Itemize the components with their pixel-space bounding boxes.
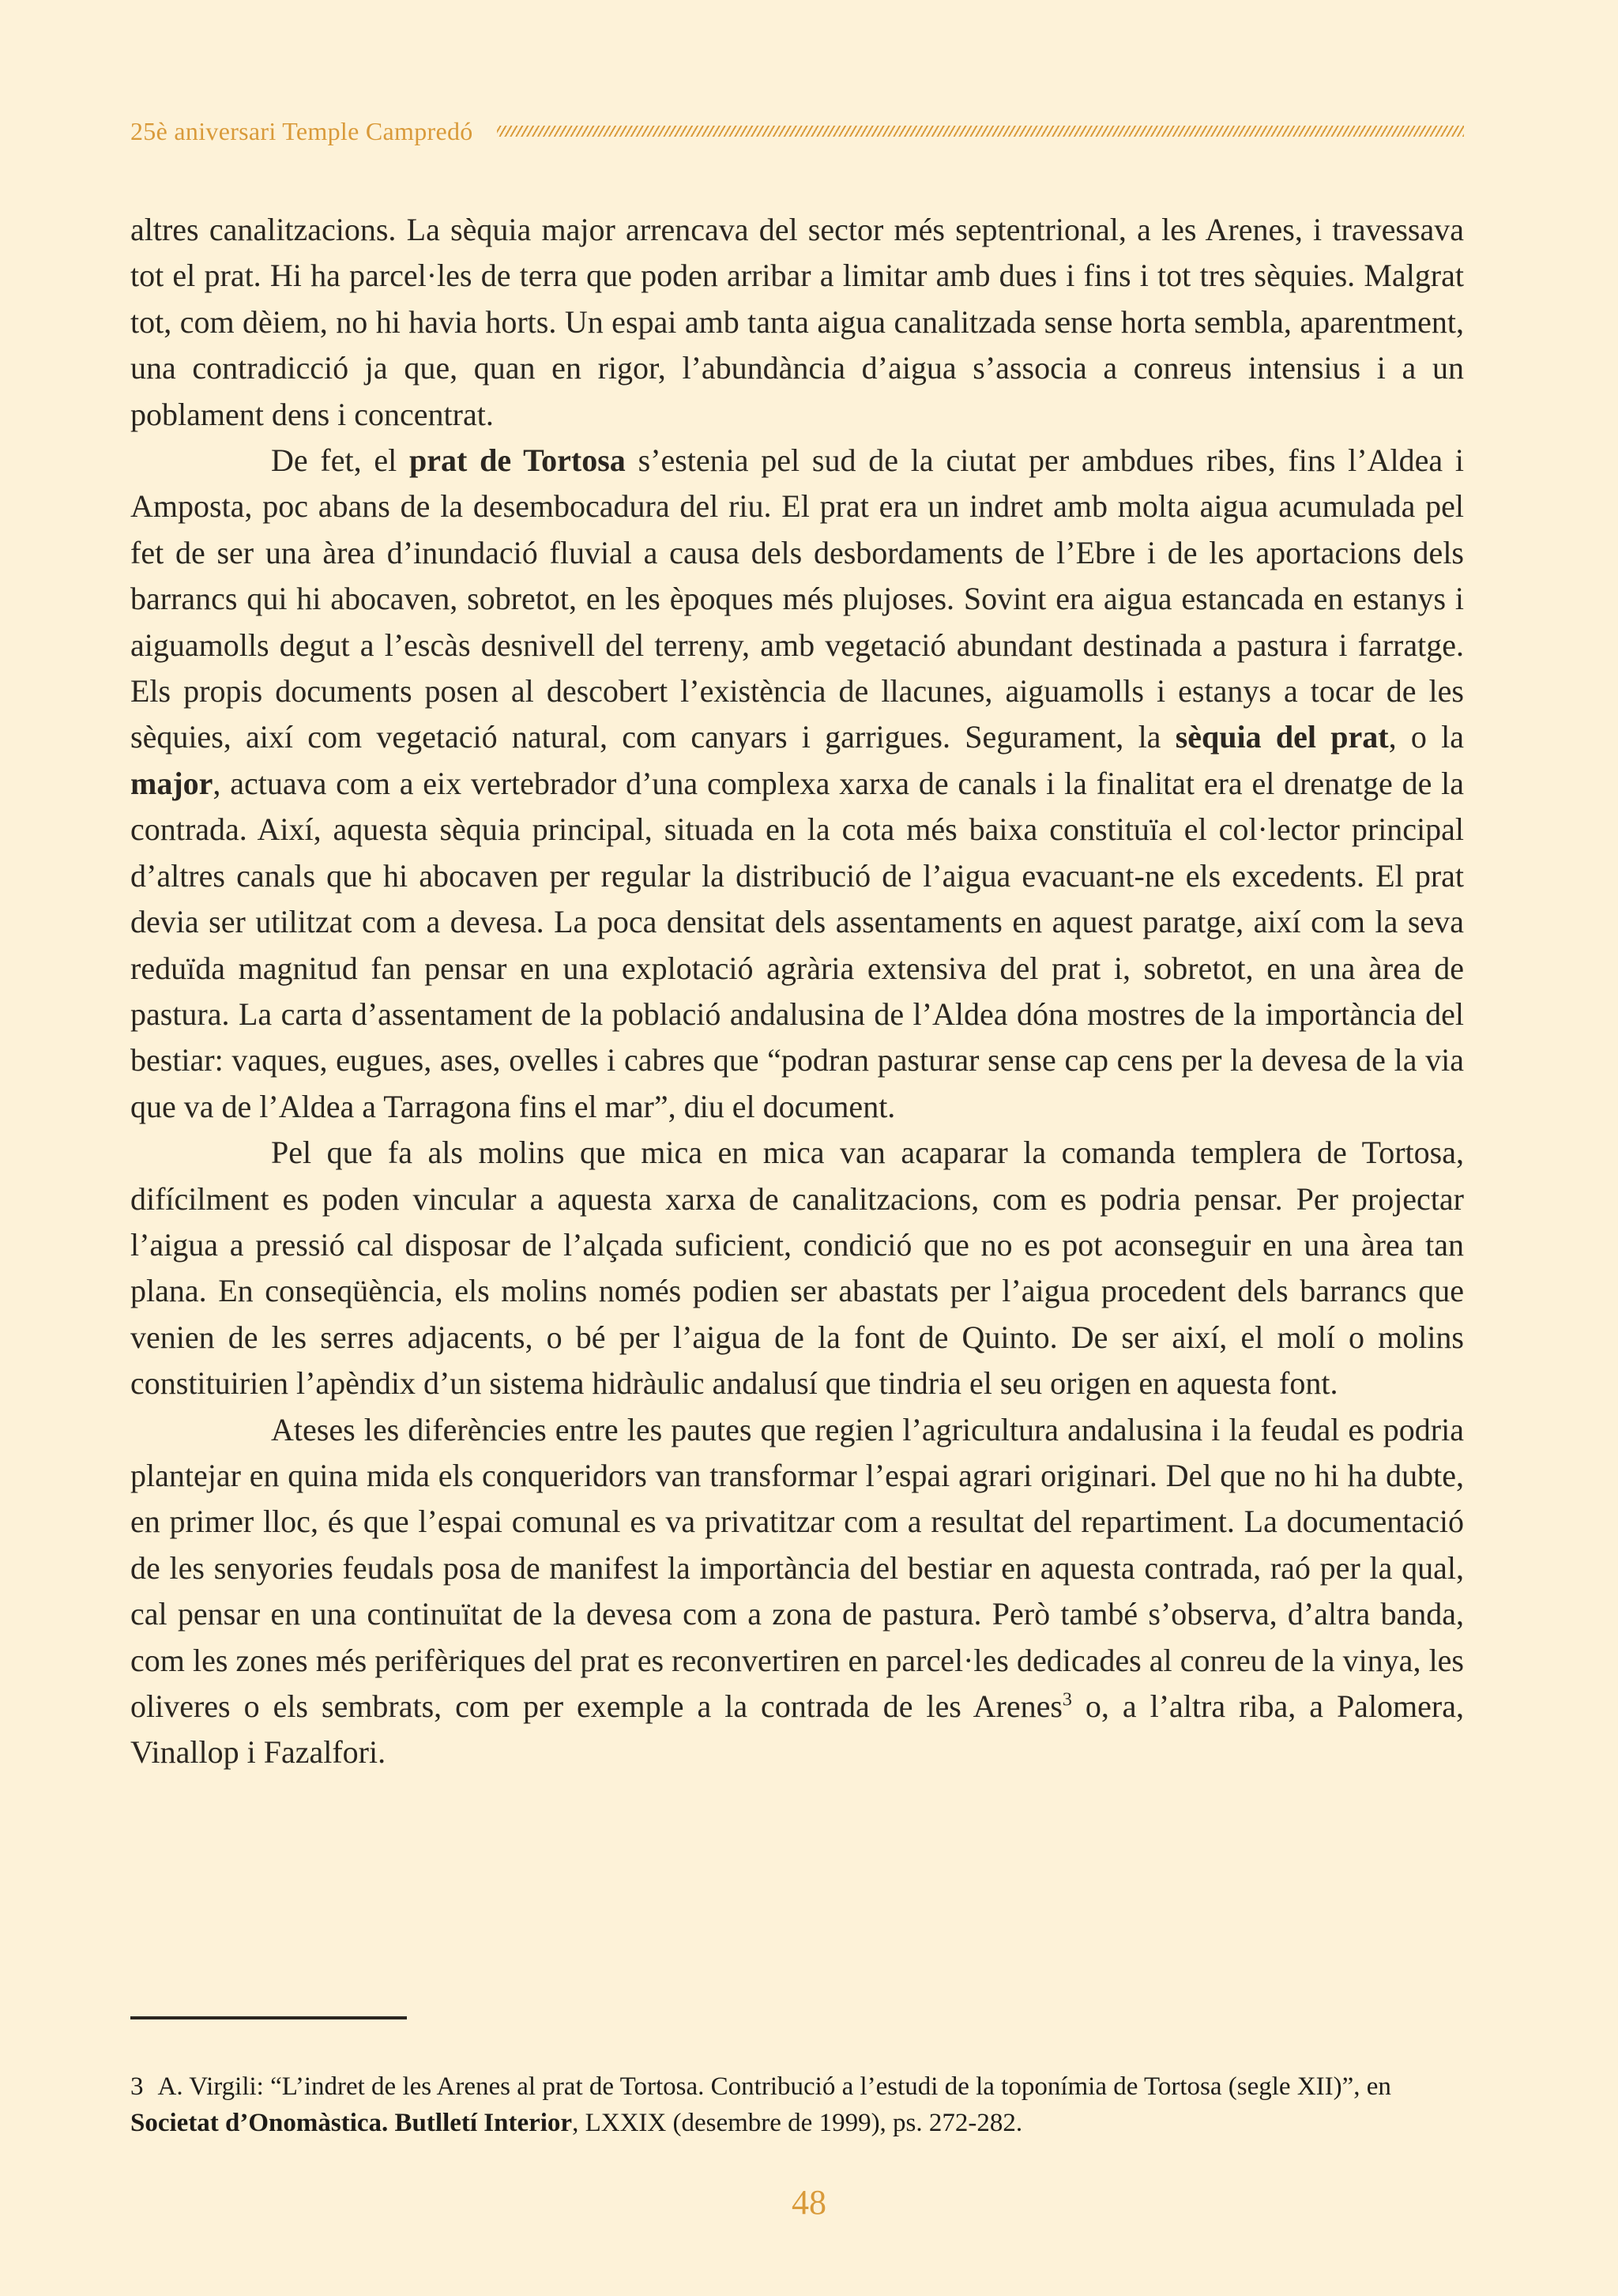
footnote-separator bbox=[130, 2016, 407, 2019]
paragraph-2-text-a: De fet, el bbox=[271, 442, 410, 479]
running-header bbox=[130, 115, 1464, 147]
footnote-reference[interactable]: 3 bbox=[1062, 1689, 1072, 1711]
footnote-number: 3 bbox=[130, 2072, 144, 2101]
footnote bbox=[130, 2068, 1464, 2141]
footnote-text-b: , LXXIX (desembre de 1999), ps. 272-282. bbox=[572, 2109, 1023, 2137]
paragraph-4 bbox=[130, 1407, 1464, 1776]
paragraph-2-text-e: , o la bbox=[1388, 719, 1464, 755]
bold-prat-de-tortosa: prat de Tortosa bbox=[409, 442, 626, 479]
paragraph-4-text-b: o, a l’altra riba, a Palomera, Vinallop i Fazalfori. bbox=[130, 1688, 1464, 1771]
header-hatched-rule bbox=[497, 126, 1464, 137]
paragraph-4-text-a: Ateses les diferències entre les pautes que regien l’agricultura andalusina i la feudal es podria plantejar en quina mida els conqueridors van transformar l’espai agrari originari. Del que no hi ha dubte, en primer lloc, és que l’espai comunal es va privatitzar com a resultat del repartiment. La documentació de les senyories feudals posa de manifest la importància del bestiar en aquesta contrada, raó per la qual, cal pensar en una continuïtat de la devesa com a zona de pastura. Però també s’observa, d’altra banda, com les zones més perifèriques del prat es reconvertiren en parcel·les dedicades al conreu de la vinya, les oliveres o els sembrats, com per exemple a la contrada de les Arenes bbox=[130, 1411, 1464, 1724]
paragraph-2 bbox=[130, 438, 1464, 1130]
paragraph-2-text-g: , actuava com a eix vertebrador d’una complexa xarxa de canals i la finalitat era el drenatge de la contrada. Així, aquesta sèquia principal, situada en la cota més baixa constituïa el col·lector principal d’altres canals que hi abocaven per regular la distribució de l’aigua evacuant-ne els excedents. El prat devia ser utilitzat com a devesa. La poca densitat dels assentaments en aquest paratge, així com la seva reduïda magnitud fan pensar en una explotació agrària extensiva del prat i, sobretot, en una àrea de pastura. La carta d’assentament de la població andalusina de l’Aldea dóna mostres de la importància del bestiar: vaques, eugues, ases, ovelles i cabres que “podran pasturar sense cap cens per la devesa de la via que va de l’Aldea a Tarragona fins el mar”, diu el document. bbox=[130, 765, 1464, 1124]
paragraph-2-text-c: s’estenia pel sud de la ciutat per ambdues ribes, fins l’Aldea i Amposta, poc abans de la desembocadura del riu. El prat era un indret amb molta aigua acumulada pel fet de ser una àrea d’inundació fluvial a causa dels desbordaments de l’Ebre i de les aportacions dels barrancs qui hi abocaven, sobretot, en les èpoques més plujoses. Sovint era aigua estancada en estanys i aiguamolls degut a l’escàs desnivell del terreny, amb vegetació abundant destinada a pastura i farratge. Els propis documents posen al descobert l’existència de llacunes, aiguamolls i estanys a tocar de les sèquies, així com vegetació natural, com canyars i garrigues. Segurament, la bbox=[130, 442, 1464, 755]
bold-major: major bbox=[130, 765, 213, 801]
header-title: 25è aniversari Temple Campredó bbox=[130, 116, 473, 145]
paragraph-3: Pel que fa als molins que mica en mica van acaparar la comanda templera de Tortosa, difícilment es poden vincular a aquesta xarxa de canalitzacions, com es podria pensar. Per projectar l’aigua a pressió cal disposar de l’alçada suficient, condició que no es pot aconseguir en una àrea tan plana. En conseqüència, els molins només podien ser abastats per l’aigua procedent dels barrancs que venien de les serres adjacents, o bé per l’aigua de la font de Quinto. De ser així, el molí o molins constituirien l’apèndix d’un sistema hidràulic andalusí que tindria el seu origen en aquesta font. bbox=[130, 1135, 1464, 1402]
footnote-bold-publication: Societat d’Onomàstica. Butlletí Interior bbox=[130, 2109, 573, 2137]
page-number: 48 bbox=[792, 2183, 826, 2222]
paragraph-1: altres canalitzacions. La sèquia major arrencava del sector més septentrional, a les Arenes, i travessava tot el prat. Hi ha parcel·les de terra que poden arribar a limitar amb dues i fins i tot tres sèquies. Malgrat tot, com dèiem, no hi havia horts. Un espai amb tanta aigua canalitzada sense horta sembla, aparentment, una contradicció ja que, quan en rigor, l’abundància d’aigua s’associa a conreus intensius i a un poblament dens i concentrat. bbox=[130, 212, 1464, 432]
bold-sequia-del-prat: sèquia del prat bbox=[1175, 719, 1389, 755]
footnote-text-a: A. Virgili: “L’indret de les Arenes al prat de Tortosa. Contribució a l’estudi de la toponímia de Tortosa (segle XII)”, en bbox=[157, 2072, 1391, 2101]
body-text bbox=[130, 207, 1464, 1776]
